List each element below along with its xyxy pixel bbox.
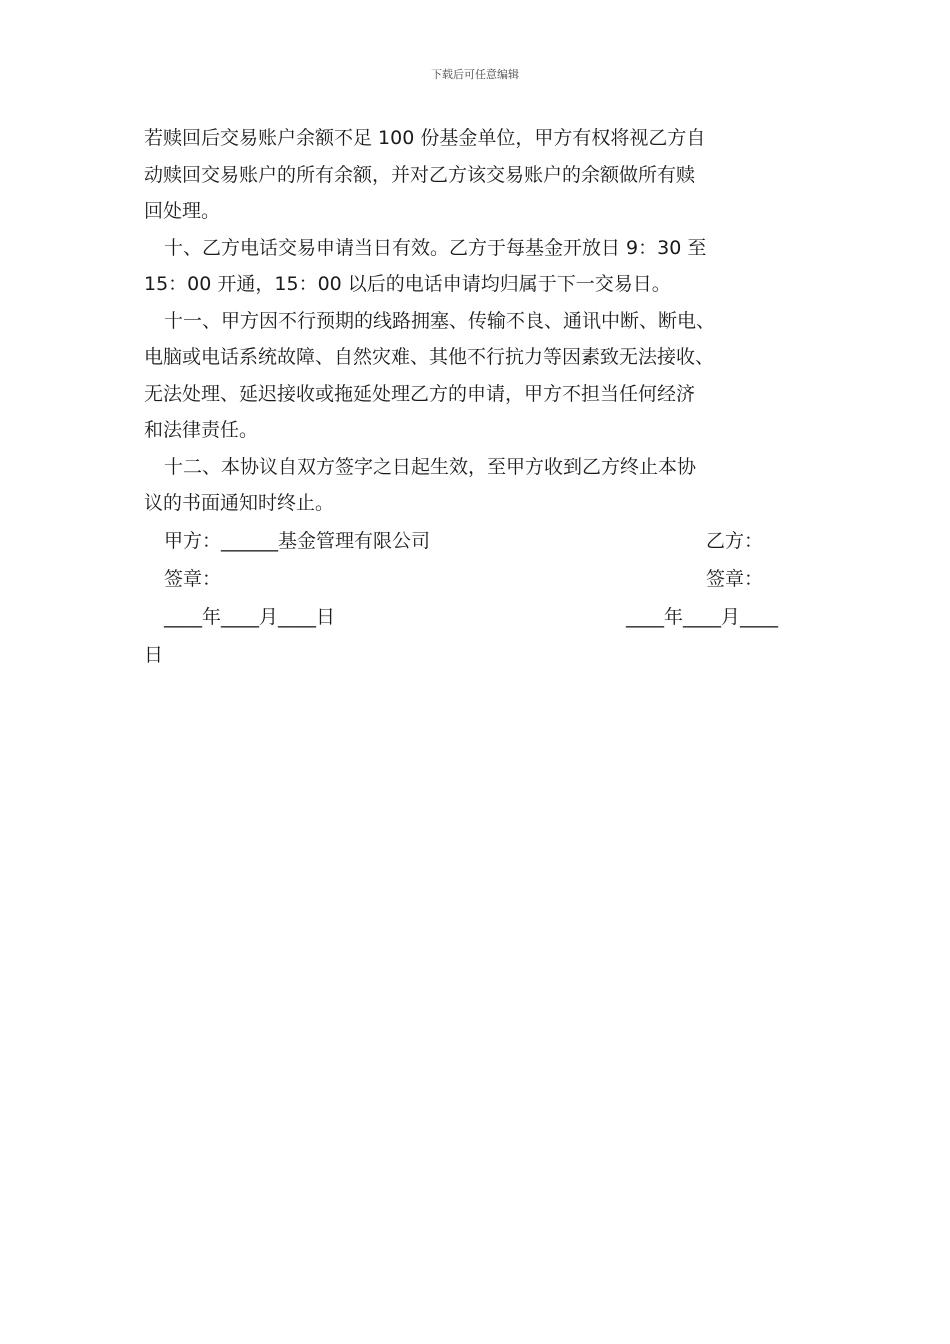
page-header: 下载后可任意编辑 — [431, 68, 519, 81]
document-body — [144, 120, 820, 674]
party-a-seal: 签章： — [164, 567, 222, 590]
paragraph-redemption — [144, 120, 820, 230]
paragraph-line: 回处理。 — [144, 200, 221, 222]
clause-11 — [144, 303, 820, 449]
paragraph-line: 动赎回交易账户的所有余额，并对乙方该交易账户的余额做所有赎 — [144, 163, 696, 186]
paragraph-line: 15：00 开通，15：00 以后的电话申请均归属于下一交易日。 — [144, 273, 671, 295]
paragraph-line: 十一、甲方因不行预期的线路拥塞、传输不良、通讯中断、断电、 — [164, 309, 716, 332]
party-b-date: ____年____月____ — [626, 605, 779, 628]
signature-party-row — [144, 522, 820, 560]
paragraph-line: 无法处理、延迟接收或拖延处理乙方的申请，甲方不担当任何经济 — [144, 382, 696, 405]
party-b-label: 乙方： — [706, 529, 764, 552]
paragraph-line: 议的书面通知时终止。 — [144, 492, 335, 514]
clause-12 — [144, 449, 820, 522]
party-a-date: ____年____月____日 — [164, 605, 336, 628]
signature-seal-row — [144, 560, 820, 598]
paragraph-line: 十、乙方电话交易申请当日有效。乙方于每基金开放日 9：30 至 — [164, 236, 707, 259]
paragraph-line: 和法律责任。 — [144, 419, 259, 441]
party-b-date-overflow: 日 — [144, 643, 164, 666]
paragraph-line: 电脑或电话系统故障、自然灾难、其他不行抗力等因素致无法接收、 — [144, 346, 715, 368]
signature-date-row — [144, 598, 820, 636]
party-a-label: 甲方：______基金管理有限公司 — [164, 529, 431, 552]
clause-10 — [144, 230, 820, 303]
paragraph-line: 若赎回后交易账户余额不足 100 份基金单位，甲方有权将视乙方自 — [144, 127, 706, 149]
party-b-seal: 签章： — [706, 567, 764, 590]
paragraph-line: 十二、本协议自双方签字之日起生效，至甲方收到乙方终止本协 — [164, 455, 697, 478]
